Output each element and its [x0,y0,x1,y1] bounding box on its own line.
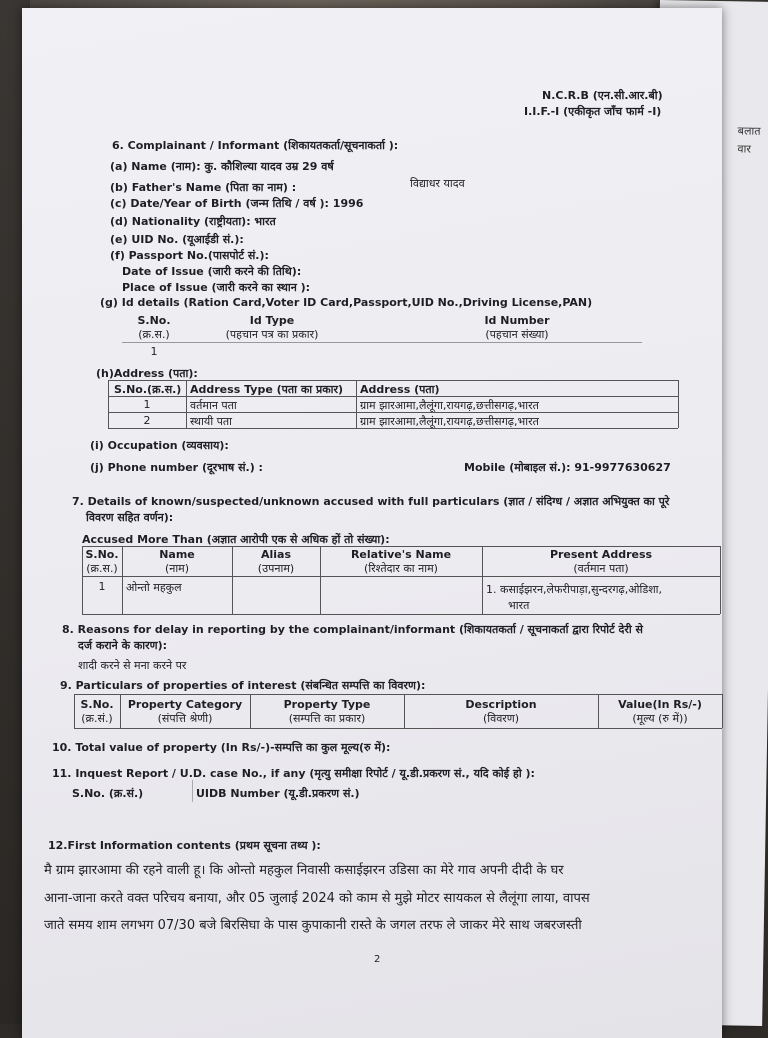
accused-row-sno: 1 [98,580,106,593]
property-description-header: Description [465,698,537,711]
accused-sno-header: S.No. [85,548,119,561]
section-11-title: 11. Inquest Report / U.D. case No., if any (मृत्यु समीक्षा रिपोर्ट / यू.डी.प्रकरण सं., यदि कोई हो ): [52,767,535,780]
delay-reason-value: शादी करने से मना करने पर [78,659,187,672]
first-information-line-1: मै ग्राम झारआमा की रहने वाली हू। कि ओन्तो महकुल निवासी कसाईझरन उडिसा का मेरे गाव अपनी दीदी के घर [44,863,564,878]
phone-number: (j) Phone number (दूरभाष सं.) : [90,461,263,474]
id-table-type-header: Id Type [249,314,295,327]
passport-number: (f) Passport No.(पासपोर्ट सं.): [110,249,269,262]
property-category-header: Property Category [127,698,243,711]
complainant-name: (a) Name (नाम): कु. कौशिल्या यादव उम्र 29 वर्ष [110,160,334,173]
mobile-number: Mobile (मोबाइल सं.): 91-9977630627 [464,461,671,474]
property-value-header: Value(In Rs/-) [618,698,702,711]
uidb-number-label: UIDB Number (यू.डी.प्रकरण सं.) [196,787,360,800]
section-8-title-cont: दर्ज कराने के कारण): [78,639,168,652]
property-value-header-hindi: (मूल्य (रु में)) [632,712,688,725]
ncrb-label: N.C.R.B (एन.सी.आर.बी) [542,89,663,102]
accused-alias-header-hindi: (उपनाम) [257,562,295,575]
id-details-label: (g) Id details (Ration Card,Voter ID Card,Passport,UID No.,Driving License,PAN) [100,296,593,309]
uid-number: (e) UID No. (यूआईडी सं.): [110,233,244,246]
date-of-birth: (c) Date/Year of Birth (जन्म तिथि / वर्ष ): 1996 [110,197,364,210]
date-of-issue: Date of Issue (जारी करने की तिथि): [122,265,302,278]
nationality: (d) Nationality (राष्ट्रीयता): भारत [110,215,276,228]
accused-relative-header-hindi: (रिश्तेदार का नाम) [364,562,438,575]
first-information-line-2: आना-जाना करते वक्त परिचय बनाया, और 05 जुलाई 2024 को काम से मुझे मोटर सायकल से लैलूंगा लाया, वापस [44,891,590,906]
address-label: (h)Address (पता): [96,367,198,380]
property-type-header-hindi: (सम्पत्ति का प्रकार) [288,712,366,725]
address-table-type-header: Address Type (पता का प्रकार) [190,383,344,396]
page-number: 2 [374,954,381,965]
id-table-sno-header: S.No. [137,314,171,327]
id-table-sno-header-hindi: (क्र.स.) [138,328,170,341]
accused-sno-header-hindi: (क्र.स.) [86,562,118,575]
property-sno-header: S.No. [80,698,114,711]
address-row-1-sno: 1 [143,398,151,411]
section-8-title: 8. Reasons for delay in reporting by the complainant/informant (शिकायतकर्ता / सूचनाकर्ता द्वारा रिपोर्ट देरी से [62,623,643,636]
id-table-divider [122,342,642,343]
inquest-sno-label: S.No. (क्र.सं.) [72,787,144,800]
id-table-number-header-hindi: (पहचान संख्या) [485,328,549,341]
adjacent-page-text-1: बलात [737,124,761,138]
accused-row-name: ओन्तो महकुल [126,581,182,594]
section-10-title: 10. Total value of property (In Rs/-)-सम्पत्ति का कुल मूल्य(रु में): [52,741,391,754]
first-information-line-3: जाते समय शाम लगभग 07/30 बजे बिरसिघा के पास कुपाकानी रास्ते के जगल तरफ ले जाकर मेरे साथ जबरजस्ती [44,918,582,933]
place-of-issue: Place of Issue (जारी करने का स्थान ): [122,281,311,294]
adjacent-page-text-2: वार [737,142,751,156]
section-12-title: 12.First Information contents (प्रथम सूचना तथ्य ): [48,839,321,852]
id-table-number-header: Id Number [484,314,550,327]
section-7-title: 7. Details of known/suspected/unknown accused with full particulars (ज्ञात / संदिग्ध / अज्ञात अभियुक्त का पूरे [72,495,670,508]
accused-address-header: Present Address [549,548,653,561]
accused-name-header: Name [159,548,195,561]
accused-address-header-hindi: (वर्तमान पता) [573,562,629,575]
address-table-address-header: Address (पता) [360,383,440,396]
property-description-header-hindi: (विवरण) [482,712,520,725]
form-label: I.I.F.-I (एकीकृत जाँच फार्म -I) [524,105,662,118]
property-type-header: Property Type [283,698,371,711]
address-row-1-type: वर्तमान पता [190,399,237,412]
address-row-2-type: स्थायी पता [190,415,233,428]
accused-relative-header: Relative's Name [350,548,452,561]
section-6-title: 6. Complainant / Informant (शिकायतकर्ता/सूचनाकर्ता ): [112,139,399,152]
accused-more-than: Accused More Than (अज्ञात आरोपी एक से अधिक हों तो संख्या): [82,533,390,546]
property-category-header-hindi: (संपत्ति श्रेणी) [157,712,213,725]
occupation: (i) Occupation (व्यवसाय): [90,439,229,452]
address-row-2-address: ग्राम झारआमा,लैलूंगा,रायगढ़,छत्तीसगढ़,भारत [360,415,539,428]
address-row-2-sno: 2 [143,414,151,427]
id-table-row-number: 1 [150,345,158,358]
address-table-sno-header: S.No.(क्र.स.) [114,383,182,396]
accused-row-address: 1. कसाईझरन,लेफरीपाड़ा,सुन्दरगढ़,ओडिशा, [486,583,663,596]
accused-alias-header: Alias [260,548,292,561]
section-7-title-cont: विवरण सहित वर्णन): [86,511,174,524]
father-name-value: विद्याधर यादव [410,177,465,190]
section-9-title: 9. Particulars of properties of interest (संबन्धित सम्पत्ति का विवरण): [60,679,426,692]
property-sno-header-hindi: (क्र.सं.) [81,712,113,725]
accused-name-header-hindi: (नाम) [164,562,190,575]
document-page [22,8,722,1038]
id-table-type-header-hindi: (पहचान पत्र का प्रकार) [225,328,319,341]
accused-row-address-cont: भारत [508,599,530,612]
address-row-1-address: ग्राम झारआमा,लैलूंगा,रायगढ़,छत्तीसगढ़,भारत [360,399,539,412]
father-name-label: (b) Father's Name (पिता का नाम) : [110,181,297,194]
